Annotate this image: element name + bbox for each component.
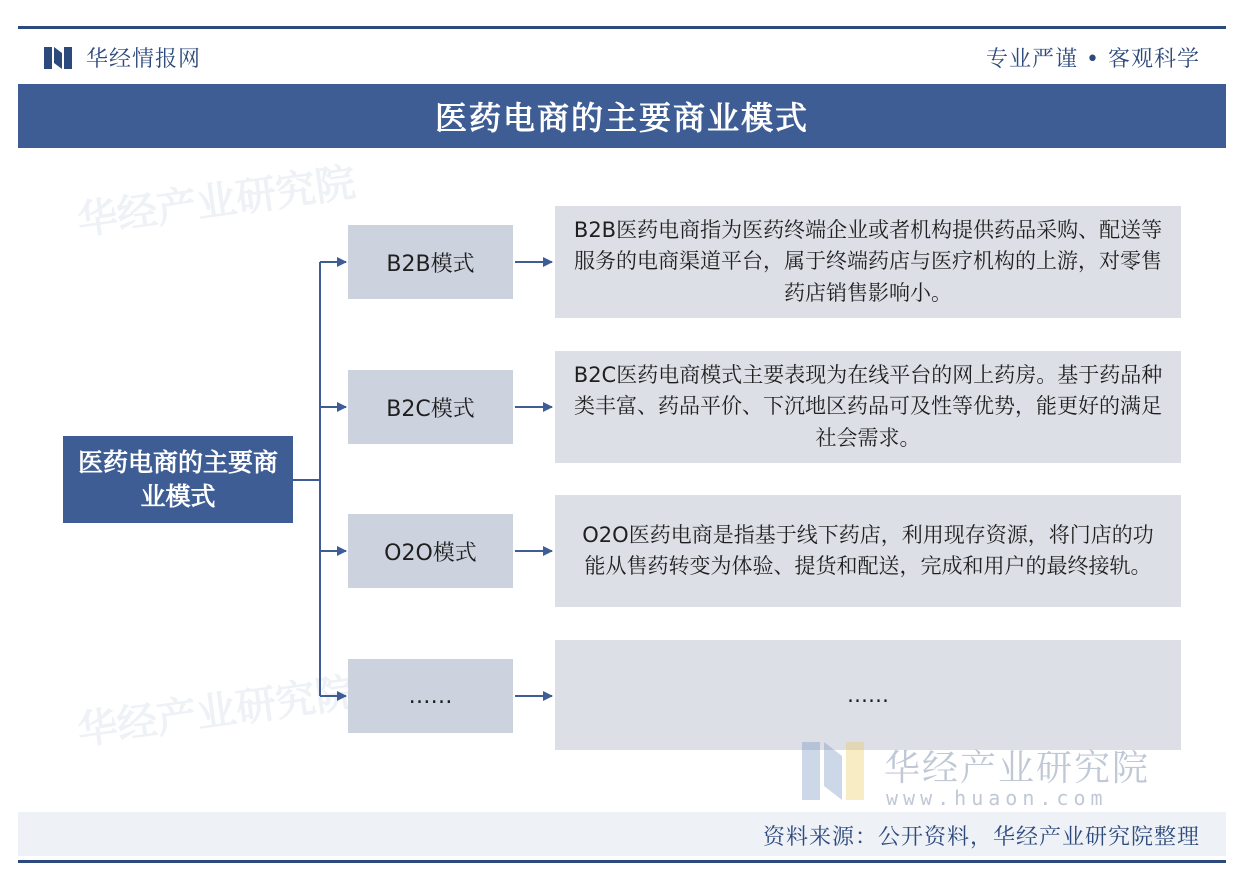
background-watermark: 华经产业研究院 [74,669,359,755]
background-watermark: 华经产业研究院 [74,159,359,245]
bottom-border-line [18,860,1226,863]
mode-node-b2b: B2B模式 [348,225,513,299]
root-node: 医药电商的主要商业模式 [63,436,293,523]
desc-node-b2b: B2B医药电商指为医药终端企业或者机构提供药品采购、配送等服务的电商渠道平台，属于终端药店与医疗机构的上游，对零售药店销售影响小。 [555,206,1181,318]
institute-logo-icon [800,738,866,804]
brand-name: 华经情报网 [86,47,202,72]
slogan: 专业严谨 • 客观科学 [986,47,1200,72]
mode-node-more: …… [348,659,513,733]
mode-node-b2c: B2C模式 [348,370,513,444]
desc-node-o2o: O2O医药电商是指基于线下药店，利用现存资源，将门店的功能从售药转变为体验、提货和配送，完成和用户的最终接轨。 [555,495,1181,607]
institute-watermark-url: www.huaon.com [886,786,1108,810]
source-bar [18,812,1226,856]
source-note: 资料来源：公开资料，华经产业研究院整理 [762,825,1200,850]
desc-node-b2c: B2C医药电商模式主要表现为在线平台的网上药房。基于药品种类丰富、药品平价、下沉地区药品可及性等优势，能更好的满足社会需求。 [555,351,1181,463]
page-title: 医药电商的主要商业模式 [18,84,1226,148]
desc-node-more: …… [555,640,1181,750]
institute-watermark-name: 华经产业研究院 [884,748,1151,789]
mode-node-o2o: O2O模式 [348,514,513,588]
